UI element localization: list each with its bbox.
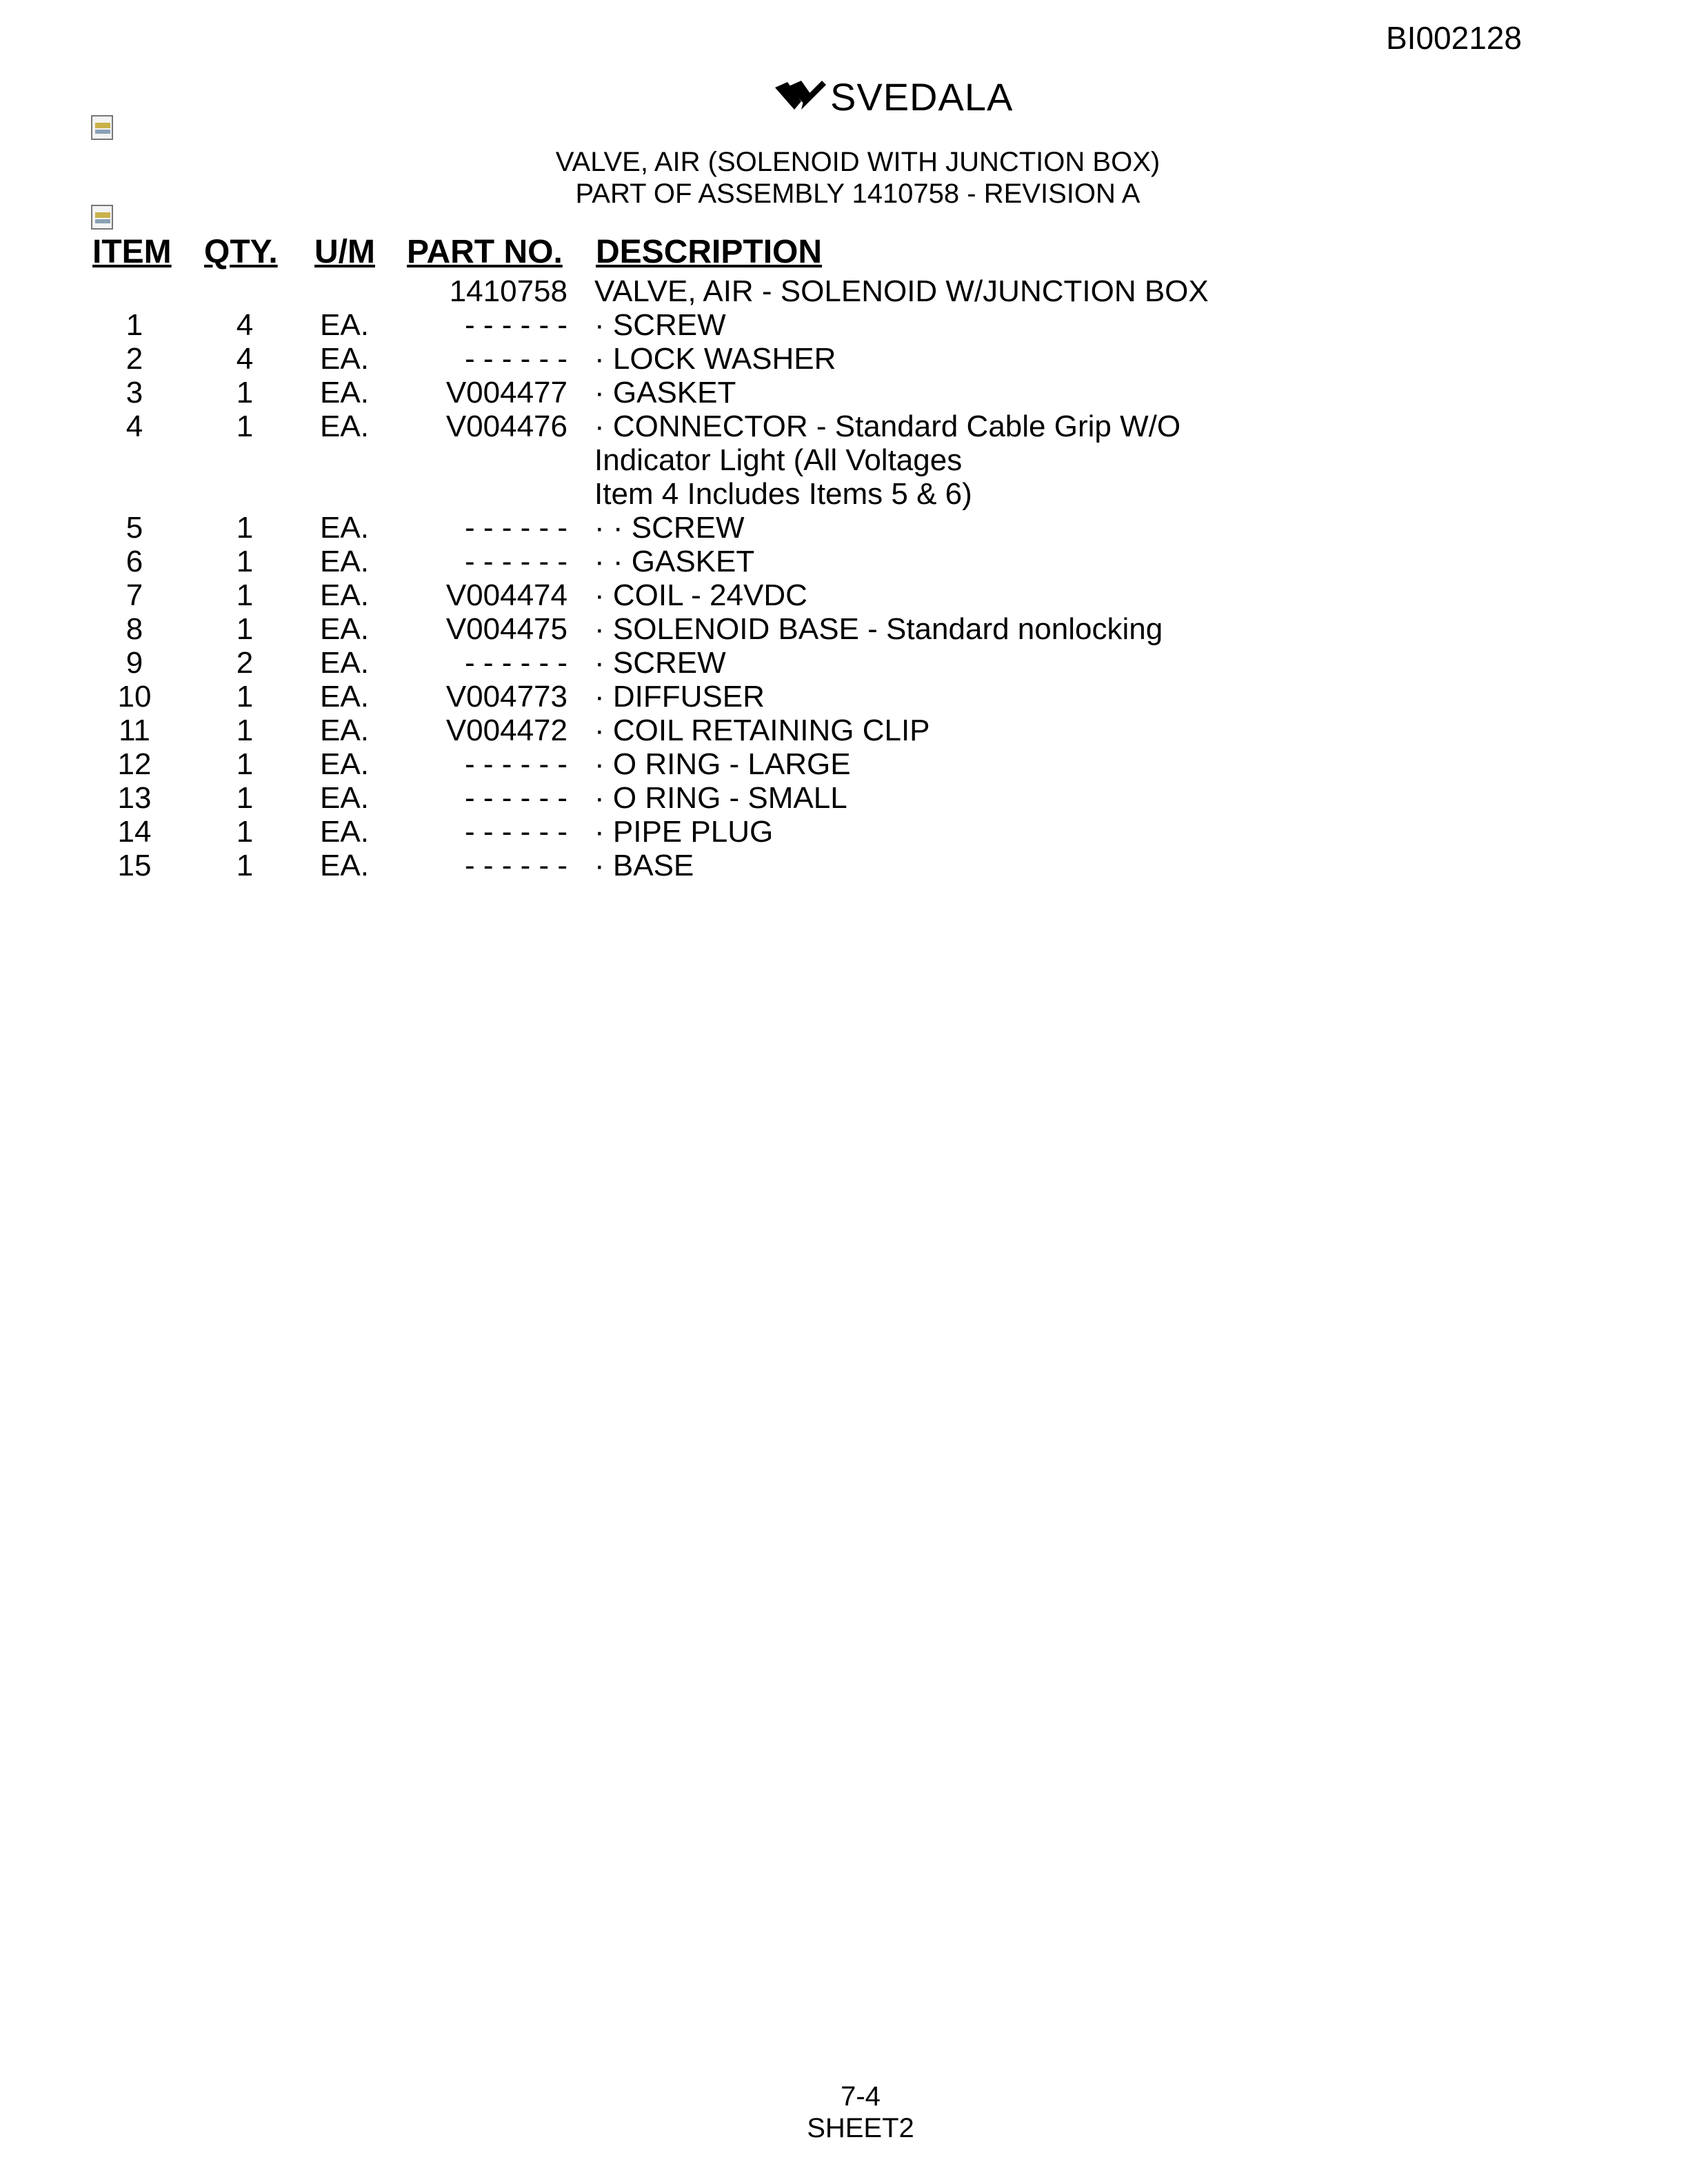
um-cell: EA. (320, 646, 369, 680)
part-number-cell: - - - - - - (464, 781, 567, 815)
part-number-cell: - - - - - - (464, 511, 567, 545)
description-cell: · COIL RETAINING CLIP (594, 714, 930, 747)
qty-cell: 1 (236, 410, 254, 443)
description-cell: · PIPE PLUG (594, 815, 774, 849)
page-footer (0, 2081, 1688, 2144)
qty-cell: 1 (236, 511, 254, 545)
um-cell: EA. (320, 714, 369, 747)
description-cell: · DIFFUSER (594, 680, 765, 714)
qty-cell: 1 (236, 680, 254, 714)
um-cell: EA. (320, 815, 369, 849)
table-row (0, 410, 1688, 443)
item-cell: 4 (125, 410, 143, 443)
qty-cell: 1 (236, 578, 254, 612)
parts-table-body (0, 274, 1688, 882)
item-cell: 7 (125, 578, 143, 612)
item-cell: 8 (125, 612, 143, 646)
part-number-cell: - - - - - - (464, 815, 567, 849)
part-number-cell: - - - - - - (464, 849, 567, 882)
header-item: ITEM (92, 234, 172, 270)
um-cell: EA. (320, 308, 369, 342)
table-row (0, 477, 1688, 511)
qty-cell: 1 (236, 849, 254, 882)
part-number-cell: - - - - - - (464, 308, 567, 342)
table-row (0, 646, 1688, 680)
table-row (0, 443, 1688, 477)
table-row (0, 781, 1688, 815)
item-cell: 6 (125, 545, 143, 578)
um-cell: EA. (320, 511, 369, 545)
item-cell: 9 (125, 646, 143, 680)
part-number-cell: V004472 (445, 714, 567, 747)
table-row (0, 274, 1688, 308)
document-id: BI002128 (1386, 20, 1522, 56)
table-row (0, 815, 1688, 849)
header-um: U/M (314, 234, 375, 270)
description-cell: Item 4 Includes Items 5 & 6) (594, 477, 972, 511)
um-cell: EA. (320, 578, 369, 612)
description-cell: · CONNECTOR - Standard Cable Grip W/O (594, 410, 1181, 443)
part-number-cell: V004476 (445, 410, 567, 443)
item-cell: 2 (125, 342, 143, 376)
um-cell: EA. (320, 410, 369, 443)
part-number-cell: V004475 (445, 612, 567, 646)
um-cell: EA. (320, 376, 369, 410)
sheet-label: SHEET2 (807, 2113, 914, 2143)
description-cell: · GASKET (594, 376, 736, 410)
table-row (0, 578, 1688, 612)
item-cell: 10 (117, 680, 152, 714)
item-cell: 12 (117, 747, 152, 781)
description-cell: · SCREW (594, 308, 726, 342)
item-cell: 13 (117, 781, 152, 815)
um-cell: EA. (320, 545, 369, 578)
um-cell: EA. (320, 849, 369, 882)
part-number-cell: 1410758 (449, 274, 567, 308)
part-number-cell: - - - - - - (464, 545, 567, 578)
item-cell: 11 (119, 714, 150, 747)
description-cell: · SOLENOID BASE - Standard nonlocking (594, 612, 1163, 646)
table-row (0, 747, 1688, 781)
svedala-logo (774, 74, 1013, 119)
qty-cell: 1 (236, 545, 254, 578)
description-cell: Indicator Light (All Voltages (594, 443, 963, 477)
item-cell: 15 (117, 849, 152, 882)
table-row (0, 612, 1688, 646)
description-cell: VALVE, AIR - SOLENOID W/JUNCTION BOX (594, 274, 1209, 308)
item-cell: 1 (125, 308, 143, 342)
part-number-cell: V004773 (445, 680, 567, 714)
table-row (0, 714, 1688, 747)
table-row (0, 680, 1688, 714)
embedded-object-icon (90, 114, 117, 142)
qty-cell: 1 (236, 815, 254, 849)
um-cell: EA. (320, 680, 369, 714)
qty-cell: 4 (236, 308, 254, 342)
table-row (0, 545, 1688, 578)
um-cell: EA. (320, 342, 369, 376)
qty-cell: 1 (236, 781, 254, 815)
qty-cell: 1 (236, 376, 254, 410)
description-cell: · LOCK WASHER (594, 342, 836, 376)
title-line-1: VALVE, AIR (SOLENOID WITH JUNCTION BOX) (555, 147, 1160, 177)
title-line-2: PART OF ASSEMBLY 1410758 - REVISION A (575, 179, 1141, 209)
part-number-cell: - - - - - - (464, 342, 567, 376)
header-description: DESCRIPTION (596, 234, 823, 270)
table-row (0, 849, 1688, 882)
description-cell: · SCREW (594, 646, 726, 680)
part-number-cell: V004477 (445, 376, 567, 410)
um-cell: EA. (320, 612, 369, 646)
description-cell: · O RING - SMALL (594, 781, 847, 815)
table-row (0, 342, 1688, 376)
description-cell: · · GASKET (594, 545, 755, 578)
document-title (0, 146, 1688, 210)
svedala-chevron-logo-icon (774, 78, 827, 117)
part-number-cell: - - - - - - (464, 747, 567, 781)
qty-cell: 1 (236, 612, 254, 646)
qty-cell: 1 (236, 714, 254, 747)
logo-text: SVEDALA (830, 75, 1014, 119)
description-cell: · BASE (594, 849, 694, 882)
description-cell: · · SCREW (594, 511, 745, 545)
description-cell: · O RING - LARGE (594, 747, 851, 781)
item-cell: 14 (117, 815, 152, 849)
header-part-no: PART NO. (407, 234, 563, 270)
qty-cell: 1 (236, 747, 254, 781)
item-cell: 3 (125, 376, 143, 410)
item-cell: 5 (125, 511, 143, 545)
table-row (0, 308, 1688, 342)
qty-cell: 4 (236, 342, 254, 376)
header-qty: QTY. (204, 234, 278, 270)
parts-table-header (0, 233, 1688, 274)
description-cell: · COIL - 24VDC (594, 578, 807, 612)
part-number-cell: V004474 (445, 578, 567, 612)
um-cell: EA. (320, 747, 369, 781)
table-row (0, 376, 1688, 410)
qty-cell: 2 (236, 646, 254, 680)
um-cell: EA. (320, 781, 369, 815)
table-row (0, 511, 1688, 545)
part-number-cell: - - - - - - (464, 646, 567, 680)
page-number: 7-4 (841, 2081, 881, 2112)
